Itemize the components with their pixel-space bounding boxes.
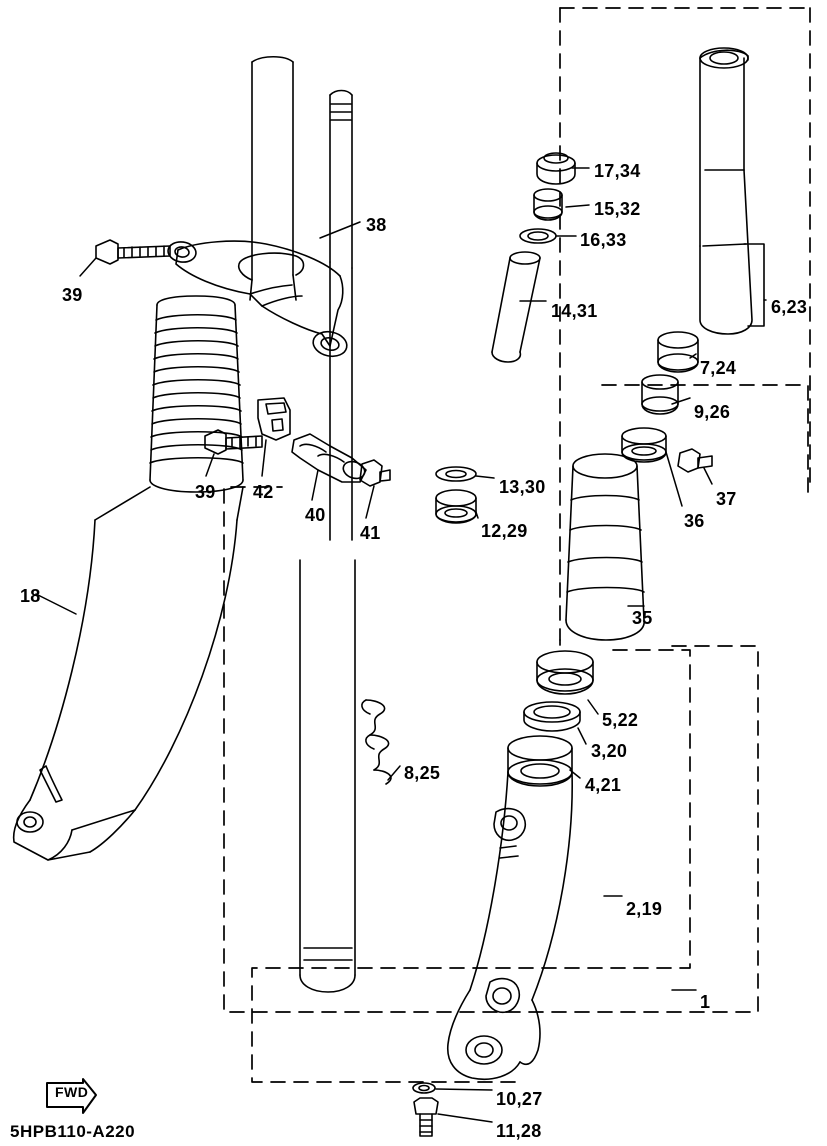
bracket-6-23-line — [744, 244, 764, 326]
callout-12-29: 12,29 — [481, 521, 528, 541]
group-outline-assembly-1 — [224, 487, 758, 1012]
dust-seal-4-21 — [508, 736, 572, 786]
bolt-11-28 — [414, 1098, 438, 1136]
callout-39: 39 — [62, 285, 83, 305]
part-code-label: 5HPB110-A220 — [10, 1122, 136, 1141]
callout-7-24: 7,24 — [700, 358, 737, 378]
washer-13-30 — [436, 467, 476, 481]
callout-2-19: 2,19 — [626, 899, 663, 919]
group-outline-top-right — [560, 8, 810, 640]
circlip-3-20 — [524, 702, 580, 731]
spring-8-25 — [362, 700, 391, 784]
callout-3-20: 3,20 — [591, 741, 628, 761]
bushing-9-26 — [642, 375, 678, 414]
callout-4-21: 4,21 — [585, 775, 622, 795]
callout-9-26: 9,26 — [694, 402, 731, 422]
callout-36: 36 — [684, 511, 705, 531]
callout-18: 18 — [20, 586, 41, 606]
bolt-39-upper — [96, 240, 170, 264]
cap-bolt-17-34 — [537, 153, 575, 184]
oil-seal-36 — [622, 428, 666, 462]
bushing-7-24 — [658, 332, 698, 372]
washer-10-27 — [413, 1083, 435, 1093]
left-fork-leg-18 — [14, 57, 296, 860]
callout-37: 37 — [716, 489, 737, 509]
callout-14-31: 14,31 — [551, 301, 598, 321]
inner-tube-center — [300, 262, 355, 992]
callout-5-22: 5,22 — [602, 710, 639, 730]
seal-5-22 — [537, 651, 593, 694]
callout-35: 35 — [632, 608, 653, 628]
oil-seal-12-29 — [436, 490, 476, 523]
fwd-label-text: FWD — [55, 1084, 89, 1100]
right-inner-tube — [330, 91, 352, 269]
callout-38: 38 — [366, 215, 387, 235]
damper-rod-14-31 — [492, 252, 540, 362]
bracket-42 — [258, 398, 290, 440]
callout-1: 1 — [700, 992, 711, 1012]
leader-lines — [36, 168, 766, 1122]
callout-39: 39 — [195, 482, 216, 502]
callout-42: 42 — [253, 482, 274, 502]
outer-slider-2-19 — [448, 772, 572, 1079]
bolt-37 — [678, 449, 712, 472]
callout-11-28: 11,28 — [496, 1121, 542, 1141]
callout-41: 41 — [360, 523, 381, 543]
callout-13-30: 13,30 — [499, 477, 546, 497]
callout-16-33: 16,33 — [580, 230, 627, 250]
callout-10-27: 10,27 — [496, 1089, 543, 1109]
callout-40: 40 — [305, 505, 326, 525]
callout-17-34: 17,34 — [594, 161, 641, 181]
callout-6-23: 6,23 — [771, 297, 808, 317]
callout-8-25: 8,25 — [404, 763, 441, 783]
outer-tube-6-23 — [700, 48, 752, 334]
callout-15-32: 15,32 — [594, 199, 641, 219]
washer-16-33 — [520, 229, 556, 243]
spacer-15-32 — [534, 189, 562, 220]
